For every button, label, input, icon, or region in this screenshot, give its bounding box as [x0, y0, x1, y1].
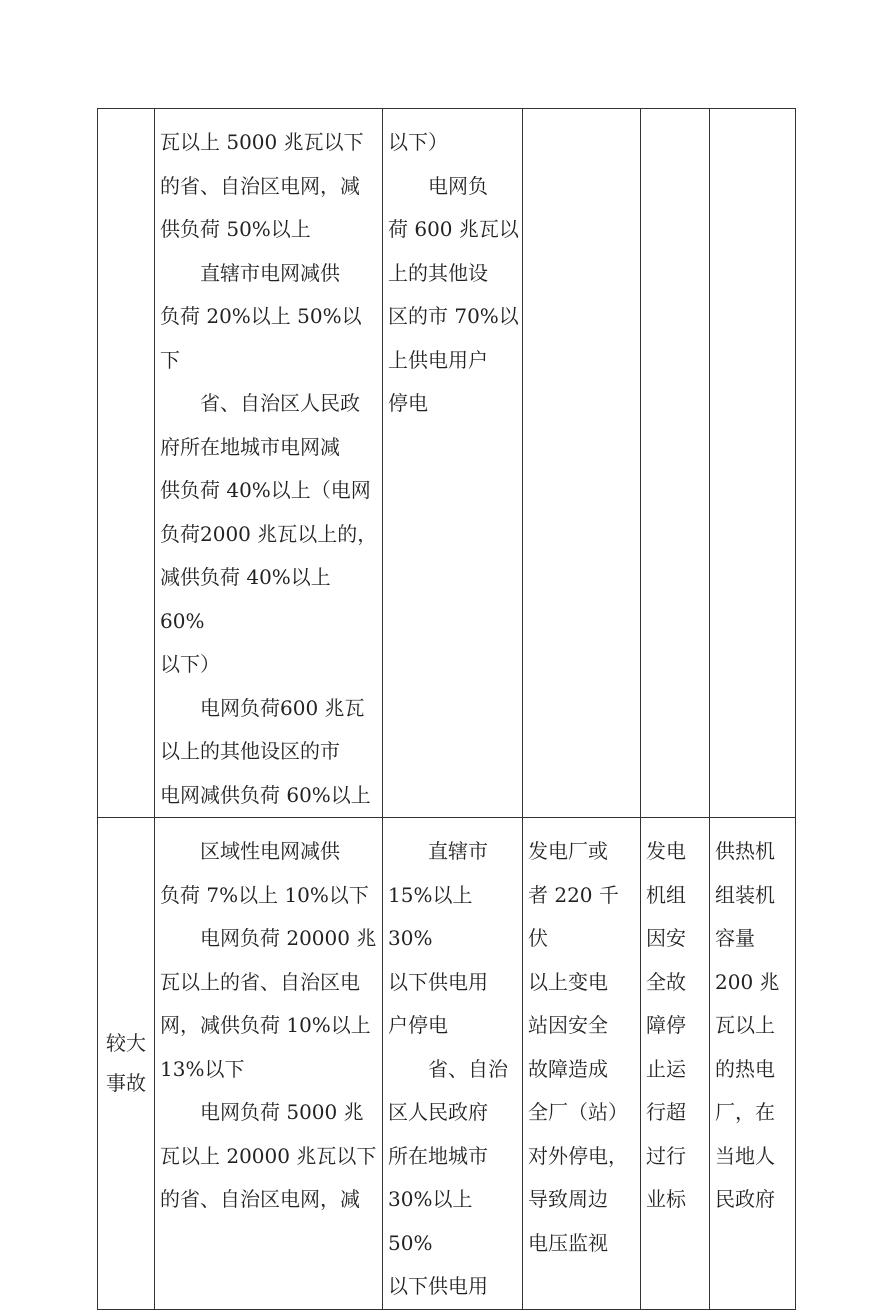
cell-paragraph: 府所在地城市电网减 供负荷 40%以上（电网 负荷2000 兆瓦以上的， 减供负荷 40%以上 60% 以下）: [160, 434, 378, 676]
incident-classification-table: [97, 108, 796, 1310]
cell-paragraph: 瓦以上 20000 兆瓦以下 的省、自治区电网，减: [160, 1143, 377, 1211]
cell-paragraph: 负荷 7%以上 10%以下: [160, 882, 369, 907]
cell-paragraphs: [155, 818, 382, 1222]
heat-plant-cell: [710, 109, 796, 818]
level-label-cell: [98, 109, 155, 818]
cell-paragraph: 区人民政府 所在地城市 30%以上 50% 以下供电用: [388, 1100, 488, 1298]
cell-paragraph: 直辖市: [428, 839, 488, 863]
cell-paragraph: 电网负: [428, 173, 488, 198]
cell-paragraph: 直辖市电网减供: [200, 260, 340, 285]
cell-paragraphs: [155, 109, 382, 817]
cell-paragraphs: [383, 818, 522, 1309]
cell-paragraphs: [523, 818, 640, 1265]
plant-outage-cell: [523, 818, 641, 1310]
grid-load-reduction-cell: [155, 109, 383, 818]
cell-paragraph: 电网负荷 20000 兆: [200, 926, 377, 950]
level-label: [98, 1023, 154, 1103]
grid-load-reduction-cell: [155, 818, 383, 1310]
cell-paragraphs: [383, 109, 522, 426]
level-label-line: 较大: [106, 1031, 146, 1056]
cell-paragraph: 瓦以上 5000 兆瓦以下 的省、自治区电网，减 供负荷 50%以上: [160, 130, 364, 241]
cell-paragraph: 供热机 组装机 容量 200 兆 瓦以上 的热电 厂，在 当地人 民政府: [715, 839, 780, 1211]
cell-paragraph: 15%以上 30% 以下供电用 户停电: [388, 882, 488, 1037]
cell-paragraph: 以上的其他设区的市 电网减供负荷 60%以上: [160, 739, 371, 807]
cell-paragraph: 省、自治区人民政: [200, 391, 360, 415]
heat-plant-cell: [710, 818, 796, 1310]
cell-paragraph: 发电 机组 因安 全故 障停 止运 行超 过行 业标: [646, 839, 686, 1211]
cell-paragraph: 电网负荷 5000 兆: [200, 1100, 364, 1124]
cell-paragraph: 区域性电网减供: [200, 839, 340, 863]
cell-paragraph: 发电厂或 者 220 千伏 以上变电 站因安全 故障造成 全厂（站） 对外停电， 导致周边 电压监视: [528, 839, 628, 1255]
cell-paragraph: 以下）: [388, 130, 448, 154]
generator-fault-cell: [641, 818, 710, 1310]
cell-paragraphs: [641, 818, 709, 1222]
cell-paragraphs: [710, 818, 795, 1222]
power-outage-cell: [383, 818, 523, 1310]
table-row-major-incident: [98, 818, 796, 1310]
generator-fault-cell: [641, 109, 710, 818]
plant-outage-cell: [523, 109, 641, 818]
level-label-cell: [98, 818, 155, 1310]
cell-paragraph: 瓦以上的省、自治区电 网，减供负荷 10%以上 13%以下: [160, 969, 371, 1081]
cell-paragraph: 荷 600 兆瓦以 上的其他设 区的市 70%以 上供电用户 停电: [388, 217, 519, 415]
table-row-continued: [98, 109, 796, 818]
level-label-line: 事故: [106, 1071, 146, 1096]
cell-paragraph: 电网负荷600 兆瓦: [200, 695, 365, 720]
cell-paragraph: 省、自治: [428, 1056, 508, 1081]
cell-paragraph: 负荷 20%以上 50%以下: [160, 304, 362, 372]
power-outage-cell: [383, 109, 523, 818]
